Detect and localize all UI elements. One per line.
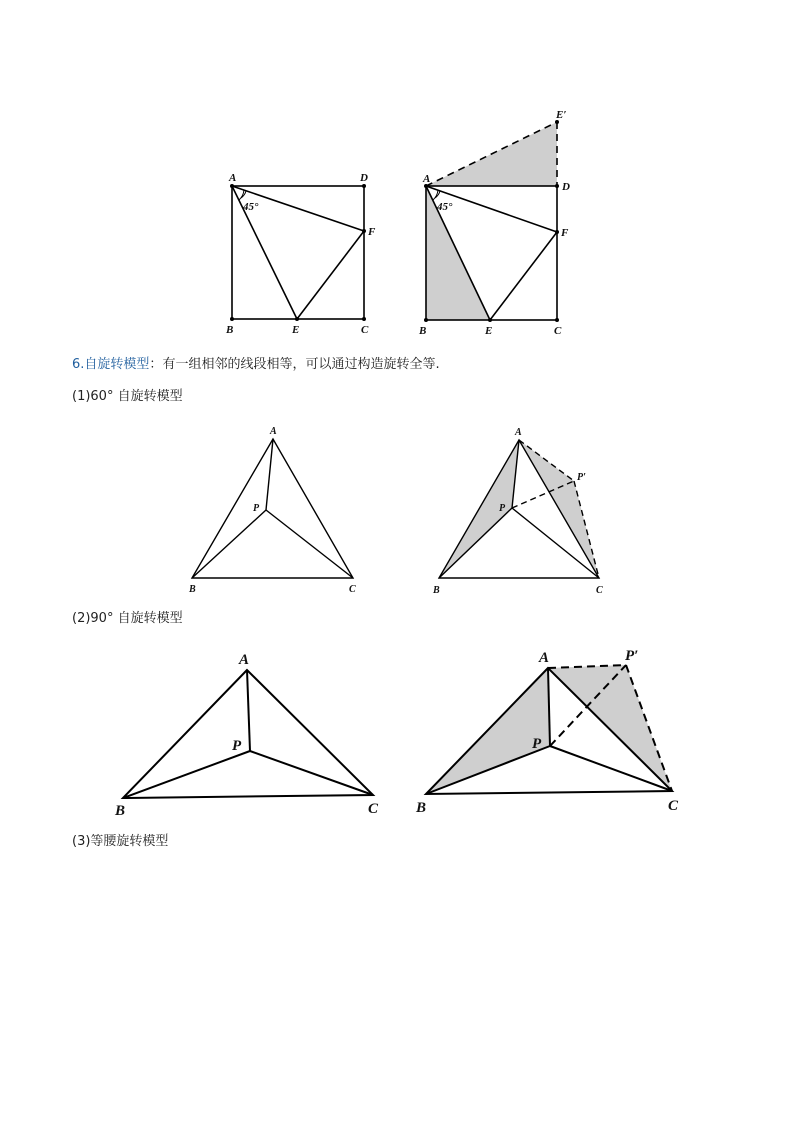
subsection-60-title: (1)60° 自旋转模型	[72, 389, 183, 404]
label-p-60: P	[253, 503, 260, 514]
label-c: C	[361, 324, 369, 336]
labels-fig1a	[225, 172, 376, 336]
segment-ef	[297, 231, 364, 319]
label-f-right: F	[561, 227, 569, 239]
label-a-60r: A	[515, 427, 522, 438]
label-p2-60r: P′	[577, 472, 586, 483]
figure-square-45-right	[426, 122, 557, 320]
label-c-90: C	[368, 801, 379, 817]
label-p-90r: P	[532, 736, 542, 752]
label-a-right: A	[423, 173, 431, 185]
segment-bp	[192, 510, 266, 578]
angle-arc-outer	[239, 190, 244, 200]
label-a-90: A	[239, 652, 250, 668]
label-c-60: C	[349, 584, 356, 595]
label-c-60r: C	[596, 585, 603, 596]
figure-60-left	[192, 439, 353, 578]
label-c-90r: C	[668, 798, 679, 814]
section-description: 有一组相邻的线段相等，可以通过构造旋转全等.	[162, 357, 440, 372]
label-a: A	[229, 172, 237, 184]
label-p-60r: P	[499, 503, 506, 514]
figure-90-right	[426, 665, 672, 794]
angle-arc-outer-right	[433, 190, 438, 200]
label-b-90r: B	[416, 800, 427, 816]
triangle-abc	[192, 439, 353, 578]
section-6-heading	[72, 357, 440, 373]
segment-ae	[232, 186, 297, 319]
segment-cp-90	[250, 751, 373, 795]
label-a-90r: A	[539, 650, 550, 666]
figure-90-left	[123, 670, 373, 798]
subsection-isosceles-title: (3)等腰旋转模型	[72, 834, 169, 849]
label-e: E	[292, 324, 300, 336]
segment-bp-90	[123, 751, 250, 798]
section-title: 自旋转模型	[84, 357, 150, 372]
label-b-90: B	[115, 803, 126, 819]
segment-ap-90	[247, 670, 250, 751]
label-p2-90r: P′	[625, 648, 639, 664]
label-f: F	[368, 226, 376, 238]
segment-ef-right	[490, 232, 557, 320]
subsection-90-title: (2)90° 自旋转模型	[72, 611, 183, 626]
label-a-60: A	[270, 426, 277, 437]
label-e-right: E	[485, 325, 493, 337]
label-b-right: B	[419, 325, 427, 337]
segment-cp	[266, 510, 353, 578]
label-d: D	[360, 172, 368, 184]
figure-60-right	[439, 440, 599, 578]
label-e2: E′	[556, 109, 567, 121]
label-b: B	[226, 324, 234, 336]
label-c-right: C	[554, 325, 562, 337]
section-colon: ：	[149, 357, 163, 372]
section-number: 6.	[72, 357, 85, 372]
label-angle: 45°	[243, 201, 259, 213]
label-p-90: P	[232, 738, 242, 754]
label-d-right: D	[562, 181, 570, 193]
label-b-60: B	[189, 584, 196, 595]
label-angle-right: 45°	[437, 201, 453, 213]
label-b-60r: B	[433, 585, 440, 596]
